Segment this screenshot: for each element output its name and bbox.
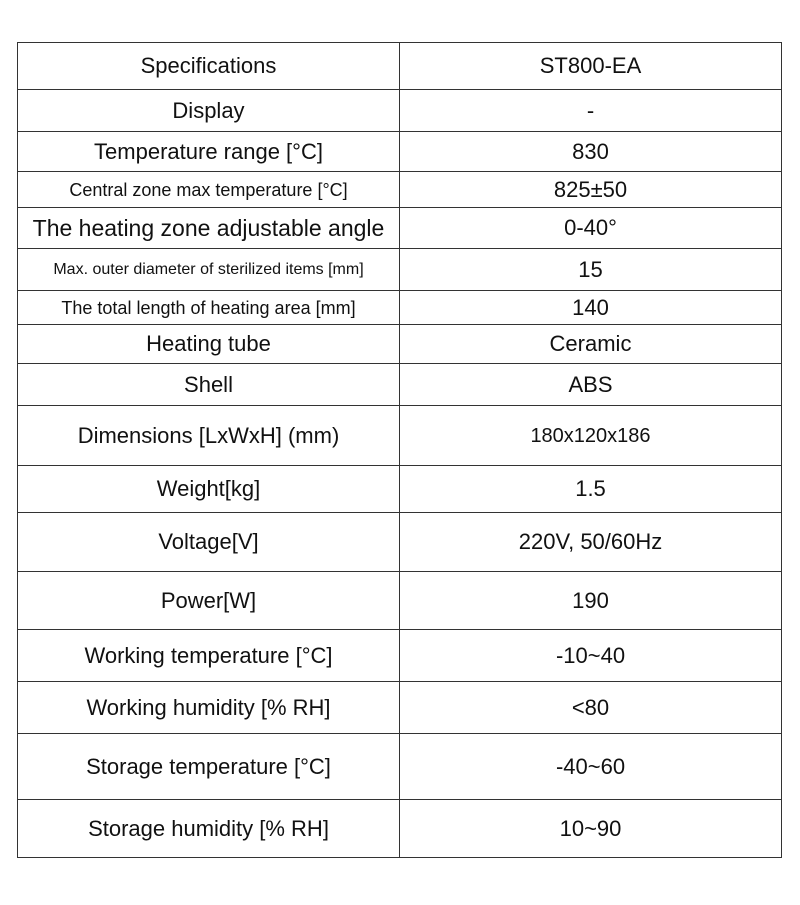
row-label: The heating zone adjustable angle bbox=[18, 208, 400, 249]
row-value: -10~40 bbox=[400, 630, 782, 682]
row-value: 220V, 50/60Hz bbox=[400, 513, 782, 572]
table-row bbox=[18, 172, 782, 208]
row-value: 180x120x186 bbox=[400, 406, 782, 466]
table-row bbox=[18, 406, 782, 466]
row-value: 1.5 bbox=[400, 466, 782, 513]
row-value: - bbox=[400, 90, 782, 132]
row-label: Weight[kg] bbox=[18, 466, 400, 513]
table-row bbox=[18, 734, 782, 800]
row-value: <80 bbox=[400, 682, 782, 734]
table-row bbox=[18, 466, 782, 513]
row-label: Voltage[V] bbox=[18, 513, 400, 572]
header-model: ST800-EA bbox=[400, 43, 782, 90]
row-value: 140 bbox=[400, 291, 782, 325]
row-label: Central zone max temperature [°C] bbox=[18, 172, 400, 208]
table-row bbox=[18, 364, 782, 406]
row-label: Heating tube bbox=[18, 325, 400, 364]
row-label: Shell bbox=[18, 364, 400, 406]
row-label: Temperature range [°C] bbox=[18, 132, 400, 172]
row-label: Storage humidity [% RH] bbox=[18, 800, 400, 858]
table-row bbox=[18, 208, 782, 249]
table-row bbox=[18, 291, 782, 325]
row-value: 830 bbox=[400, 132, 782, 172]
row-value: ABS bbox=[400, 364, 782, 406]
table-row bbox=[18, 132, 782, 172]
row-value: 0-40° bbox=[400, 208, 782, 249]
row-label: Display bbox=[18, 90, 400, 132]
table-row bbox=[18, 630, 782, 682]
row-label: Max. outer diameter of sterilized items [mm] bbox=[18, 249, 400, 291]
row-label: The total length of heating area [mm] bbox=[18, 291, 400, 325]
table-row bbox=[18, 513, 782, 572]
row-value: 190 bbox=[400, 572, 782, 630]
table-row bbox=[18, 90, 782, 132]
table-row bbox=[18, 325, 782, 364]
row-value: -40~60 bbox=[400, 734, 782, 800]
table-row bbox=[18, 249, 782, 291]
specifications-table bbox=[17, 42, 782, 858]
table-row bbox=[18, 800, 782, 858]
row-label: Dimensions [LxWxH] (mm) bbox=[18, 406, 400, 466]
row-value: Ceramic bbox=[400, 325, 782, 364]
row-label: Power[W] bbox=[18, 572, 400, 630]
header-label: Specifications bbox=[18, 43, 400, 90]
table-row bbox=[18, 682, 782, 734]
row-label: Working humidity [% RH] bbox=[18, 682, 400, 734]
table-header-row bbox=[18, 43, 782, 90]
row-label: Storage temperature [°C] bbox=[18, 734, 400, 800]
row-value: 15 bbox=[400, 249, 782, 291]
row-label: Working temperature [°C] bbox=[18, 630, 400, 682]
row-value: 10~90 bbox=[400, 800, 782, 858]
row-value: 825±50 bbox=[400, 172, 782, 208]
table-row bbox=[18, 572, 782, 630]
